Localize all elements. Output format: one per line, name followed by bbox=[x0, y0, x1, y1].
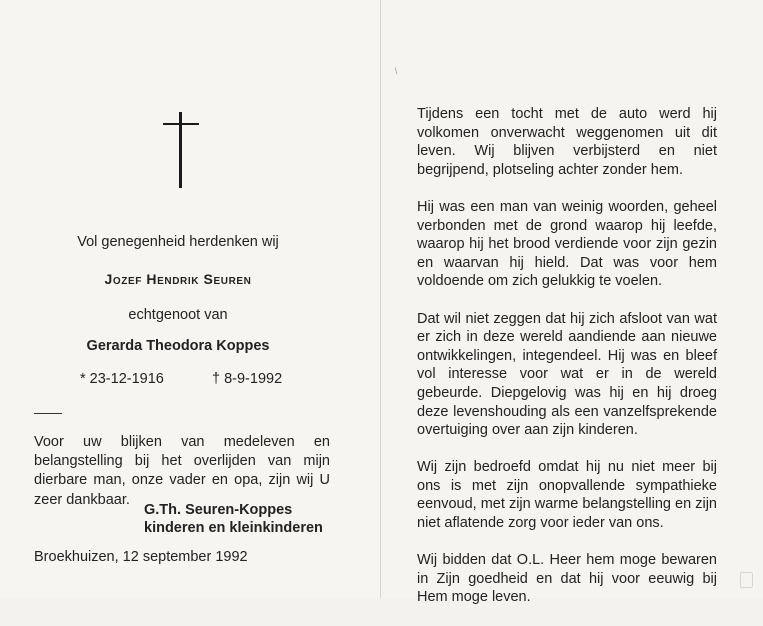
page-fold bbox=[380, 0, 381, 598]
deceased-name: Jozef Hendrik Seuren bbox=[104, 271, 252, 287]
separator-dash bbox=[34, 413, 62, 414]
paper-fleck: / bbox=[392, 66, 400, 76]
signature-name: G.Th. Seuren-Koppes bbox=[144, 502, 293, 518]
death-date: † 8-9-1992 bbox=[212, 371, 283, 387]
signature-family: kinderen en kleinkinderen bbox=[144, 520, 323, 536]
memorial-paragraph: Wij bidden dat O.L. Heer hem moge bewaren in Zijn goedheid en dat hij voor eeuwig bij Hem moge leven. bbox=[417, 552, 717, 606]
memorial-paragraph: Wij zijn bedroefd omdat hij nu niet meer bij ons is met zijn onopvallende sympathieke eenvoud, met zijn warme belangstelling en zijn niet aflatende zorg voor ieder van ons. bbox=[417, 459, 717, 532]
thanks-text: Voor uw blijken van medeleven en belangstelling bij het overlijden van mijn dierbare man, onze vader en opa, zijn wij U zeer dankbaar. bbox=[34, 434, 330, 508]
memorial-paragraph: Tijdens een tocht met de auto werd hij volkomen onverwacht weggenomen uit dit leven. Wij blijven verbijsterd en niet begrijpend, plotseling achter zonder hem. bbox=[417, 106, 717, 178]
spouse-name: Gerarda Theodora Koppes bbox=[86, 338, 270, 354]
cross-icon bbox=[163, 112, 199, 188]
birth-date: * 23-12-1916 bbox=[80, 371, 164, 387]
spouse-label: echtgenoot van bbox=[128, 307, 228, 323]
memorial-paragraph: Dat wil niet zeggen dat hij zich afsloot van wat er zich in deze wereld aandiende aan nieuwe ontwikkelingen, integendeel. Hij was en bleef vol interesse voor wat er in de wereld gebeurde. Diepgelovig was hij en hij droeg deze levenshouding als een vanzelfsprekende overtuiging over aan zijn kinderen. bbox=[417, 310, 717, 439]
corner-stamp bbox=[740, 572, 753, 588]
place-date: Broekhuizen, 12 september 1992 bbox=[34, 549, 248, 565]
intro-line: Vol genegenheid herdenken wij bbox=[77, 234, 279, 250]
cross-horizontal bbox=[163, 123, 199, 125]
memorial-text bbox=[417, 105, 717, 626]
memorial-paragraph: Hij was een man van weinig woorden, geheel verbonden met de grond waarop hij leefde, waarop hij het brood verdiende voor zijn gezin en waarvan hij hield. Dat was voor hem voldoende om zich gelukkig te voelen. bbox=[417, 198, 717, 290]
